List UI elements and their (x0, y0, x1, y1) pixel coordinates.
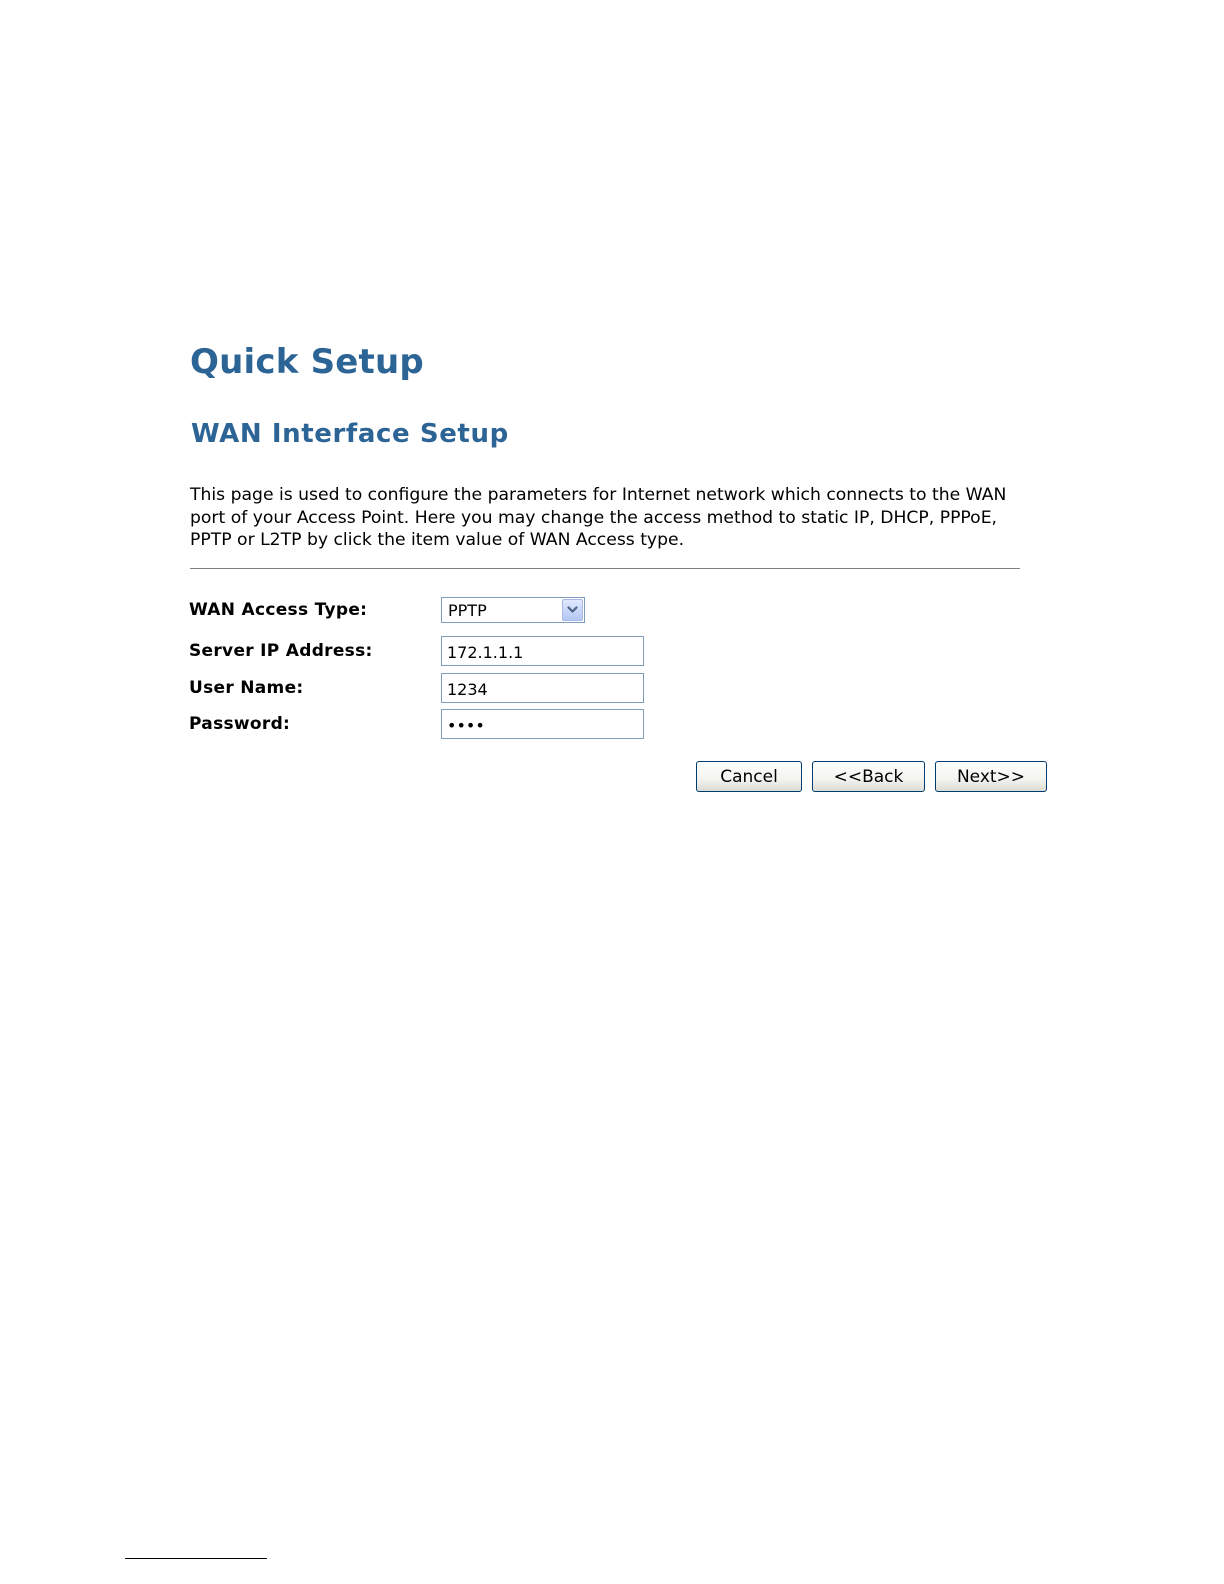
dropdown-button[interactable] (562, 599, 583, 621)
page-title: Quick Setup (190, 342, 424, 382)
back-button[interactable]: <<Back (812, 761, 925, 792)
chevron-down-icon (567, 606, 578, 614)
wan-access-type-selected-value: PPTP (448, 601, 487, 620)
divider (190, 568, 1020, 569)
user-name-label: User Name: (189, 678, 304, 698)
wan-access-type-select[interactable] (441, 597, 585, 623)
page-description: This page is used to configure the parameters for Internet network which connects to the WAN port of your Access Point. Here you may change the access method to static IP, DHCP, PPPoE, PPTP or L2TP by click the item value of WAN Access type. (190, 485, 1007, 551)
password-input[interactable] (441, 709, 644, 739)
footnote-rule (125, 1558, 267, 1559)
cancel-button[interactable]: Cancel (696, 761, 802, 792)
wan-access-type-label: WAN Access Type: (189, 600, 368, 620)
section-title: WAN Interface Setup (191, 419, 509, 449)
password-label: Password: (189, 714, 291, 734)
server-ip-label: Server IP Address: (189, 641, 373, 661)
server-ip-input[interactable] (441, 636, 644, 666)
user-name-input[interactable] (441, 673, 644, 703)
next-button[interactable]: Next>> (935, 761, 1047, 792)
